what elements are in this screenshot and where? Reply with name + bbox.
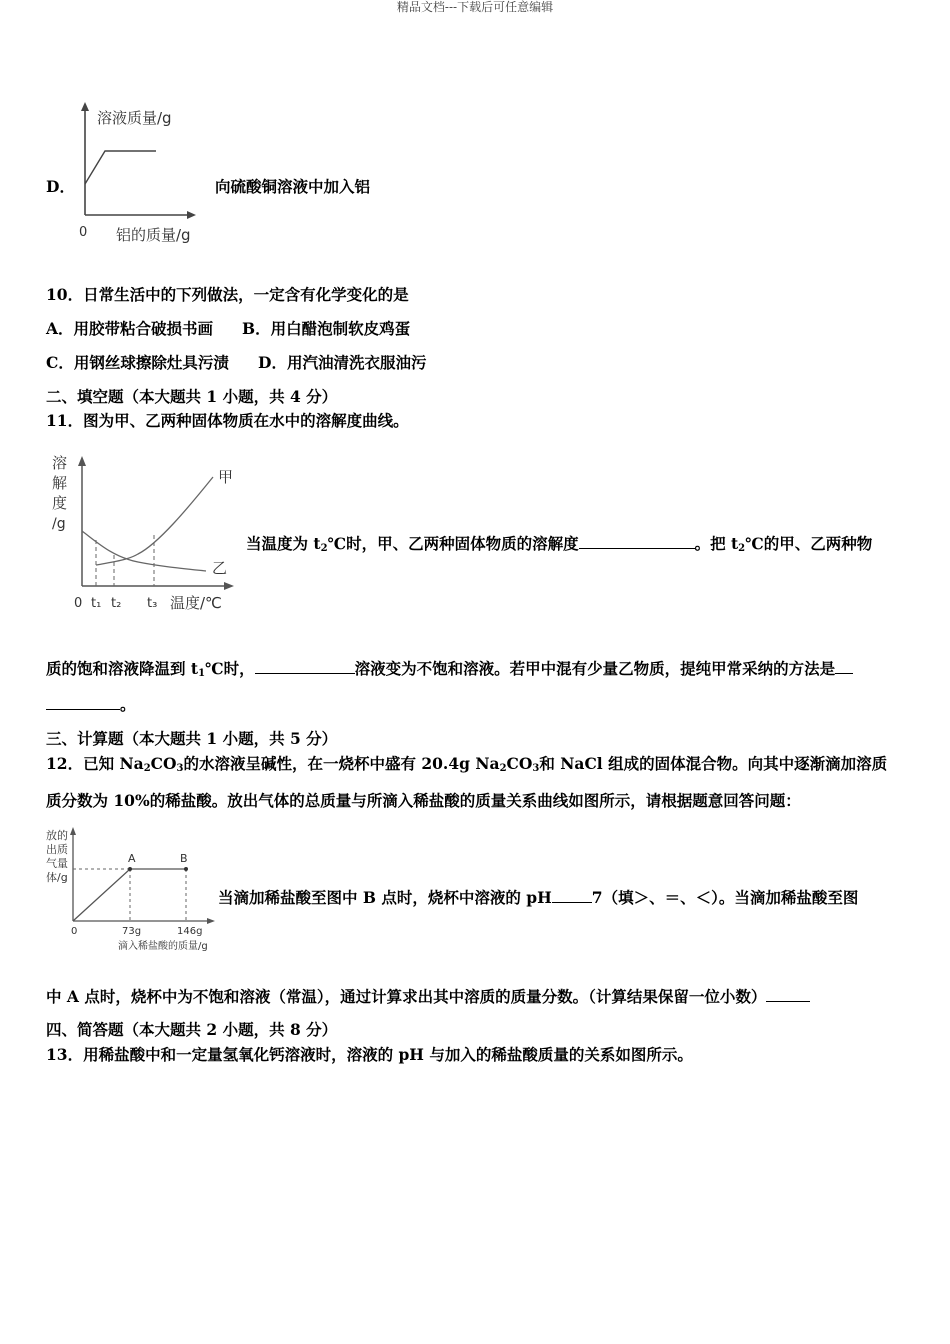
q10-option-b: B．用白醋泡制软皮鸡蛋 bbox=[242, 319, 411, 338]
q12-blank-2[interactable] bbox=[766, 986, 810, 1002]
legend-jia: 甲 bbox=[218, 468, 234, 486]
q12-origin: 0 bbox=[71, 926, 78, 937]
q12-ylabel-2: 出质 bbox=[46, 843, 68, 856]
y-axis-arrow bbox=[81, 102, 89, 111]
q11-ylabel-3: 度 bbox=[52, 494, 68, 512]
point-a bbox=[128, 867, 132, 871]
q11-ylabel-2: 解 bbox=[52, 474, 68, 492]
tick-t1: t₁ bbox=[91, 596, 102, 611]
q11-line-3: 。 bbox=[46, 694, 136, 715]
point-a-label: A bbox=[128, 852, 136, 865]
x-axis-arrow bbox=[187, 211, 196, 219]
x-axis-arrow bbox=[224, 582, 234, 590]
q11-line-1: 当温度为 $t_2℃$时，甲、乙两种固体物质的溶解度 。把 $t_2℃$的甲、乙两种物 bbox=[246, 534, 873, 554]
tick-146g: 146g bbox=[177, 926, 203, 937]
q9d-xlabel: 铝的质量/g bbox=[116, 226, 191, 244]
q11-blank-3[interactable] bbox=[835, 658, 853, 674]
q11-blank-3-cont[interactable] bbox=[46, 694, 120, 710]
q12-line-1: 12．已知 $Na_2CO_3$的水溶液呈碱性，在一烧杯中盛有 20.4g $Na_2CO_3$和 NaCl 组成的固体混合物。向其中逐渐滴加溶质 bbox=[46, 754, 888, 774]
q11-ylabel-1: 溶 bbox=[52, 454, 68, 472]
q12-line-2: 质分数为 10%的稀盐酸。放出气体的总质量与所滴入稀盐酸的质量关系曲线如图所示，请根据题意回答问题： bbox=[46, 791, 801, 810]
tick-t2: t₂ bbox=[111, 596, 122, 611]
tick-73g: 73g bbox=[122, 926, 142, 937]
q12-chart bbox=[44, 826, 224, 956]
section-3-title: 三、计算题（本大题共 1 小题，共 5 分） bbox=[46, 729, 338, 748]
q10-option-a: A．用胶带粘合破损书画 bbox=[46, 319, 214, 338]
point-b-label: B bbox=[180, 852, 188, 865]
y-axis-arrow bbox=[70, 827, 76, 835]
q10-option-c: C．用钢丝球擦除灶具污渍 bbox=[46, 353, 229, 372]
q12-ylabel-4: 体/g bbox=[46, 871, 68, 884]
section-2-title: 二、填空题（本大题共 1 小题，共 4 分） bbox=[46, 387, 338, 406]
q11-ylabel-4: /g bbox=[52, 516, 66, 532]
q11-chart bbox=[48, 448, 238, 618]
q9d-text: 向硫酸铜溶液中加入铝 bbox=[215, 177, 371, 196]
q10-option-d: D．用汽油清洗衣服油污 bbox=[258, 353, 427, 372]
page-header: 精品文档---下载后可任意编辑 bbox=[396, 0, 554, 14]
q9d-origin: 0 bbox=[79, 225, 88, 240]
section-4-title: 四、简答题（本大题共 2 小题，共 8 分） bbox=[46, 1020, 338, 1039]
q9d-curve bbox=[85, 151, 156, 184]
q9d-chart bbox=[60, 100, 220, 250]
point-b bbox=[184, 867, 188, 871]
q11-xlabel: 温度/℃ bbox=[170, 594, 222, 612]
q12-ylabel-3: 气量 bbox=[46, 857, 68, 870]
q12-blank-1[interactable] bbox=[552, 887, 592, 903]
q11-origin: 0 bbox=[74, 596, 83, 611]
q12-line-3: 当滴加稀盐酸至图中 B 点时，烧杯中溶液的 pH 7（填＞、＝、＜）。当滴加稀盐酸至图 bbox=[218, 888, 859, 907]
q10-stem: 10．日常生活中的下列做法，一定含有化学变化的是 bbox=[46, 285, 409, 304]
q12-line-4: 中 A 点时，烧杯中为不饱和溶液（常温），通过计算求出其中溶质的质量分数。（计算结果保留一位小数） bbox=[46, 986, 810, 1007]
y-axis-arrow bbox=[78, 456, 86, 466]
x-axis-arrow bbox=[207, 918, 215, 924]
q9d-ylabel: 溶液质量/g bbox=[97, 109, 172, 127]
q11-blank-1[interactable] bbox=[579, 533, 695, 549]
q11-blank-2[interactable] bbox=[255, 658, 355, 674]
q11-stem: 11．图为甲、乙两种固体物质在水中的溶解度曲线。 bbox=[46, 411, 409, 430]
q12-ylabel-1: 放的 bbox=[46, 829, 68, 842]
q9d-label: D． bbox=[46, 177, 75, 196]
q12-xlabel: 滴入稀盐酸的质量/g bbox=[118, 941, 208, 952]
q11-line-2: 质的饱和溶液降温到 $t_1℃$时， 溶液变为不饱和溶液。若甲中混有少量乙物质，提纯甲常采纳的方法是 bbox=[46, 658, 853, 679]
tick-t3: t₃ bbox=[147, 596, 158, 611]
q13-stem: 13．用稀盐酸中和一定量氢氧化钙溶液时，溶液的 pH 与加入的稀盐酸质量的关系如图所示。 bbox=[46, 1045, 693, 1064]
legend-yi: 乙 bbox=[212, 559, 228, 577]
